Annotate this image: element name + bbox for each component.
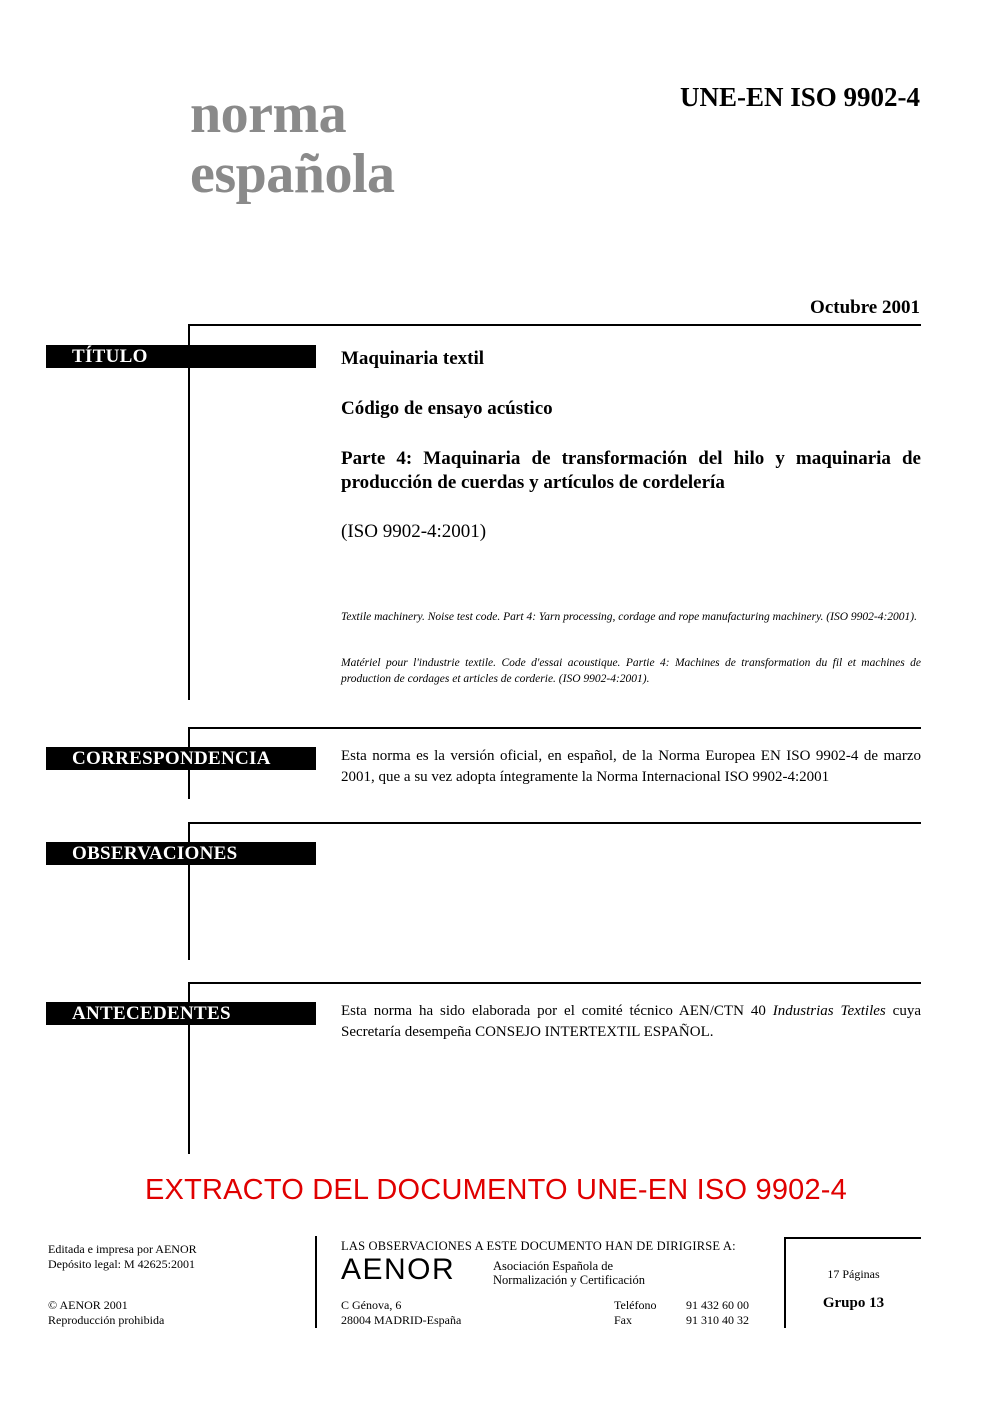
contact-values	[686, 1298, 749, 1328]
edited-by: Editada e impresa por AENOR	[48, 1242, 197, 1256]
brand-line-1: norma	[190, 83, 347, 145]
section-divider	[188, 982, 921, 984]
extract-watermark: EXTRACTO DEL DOCUMENTO UNE-EN ISO 9902-4	[144, 1174, 847, 1206]
section-divider	[188, 822, 921, 824]
phone-label: Teléfono	[614, 1298, 657, 1312]
footer-copyright	[48, 1298, 164, 1328]
correspondencia-text: Esta norma es la versión oficial, en español, de la Norma Europea EN ISO 9902-4 de marzo 2001, que a su vez adopta íntegramente la Norma Internacional ISO 9902-4:2001	[341, 748, 921, 785]
antecedentes-text	[341, 1001, 921, 1043]
antecedentes-text-part: cuya Secretaría desempeña CONSEJO INTERTEXTIL ESPAÑOL.	[341, 1003, 921, 1040]
footer-divider	[315, 1236, 317, 1328]
iso-reference: (ISO 9902-4:2001)	[341, 521, 487, 542]
antecedentes-text-part: Esta norma ha sido elaborada por el comité técnico AEN/CTN 40	[341, 1003, 773, 1019]
legal-deposit: Depósito legal: M 42625:2001	[48, 1257, 195, 1271]
aenor-name-line: Normalización y Certificación	[493, 1273, 646, 1287]
page-count: 17 Páginas	[827, 1267, 880, 1281]
fax-number: 91 310 40 32	[686, 1313, 749, 1327]
section-divider	[188, 727, 921, 729]
price-group: Grupo 13	[822, 1295, 885, 1311]
info-box-top	[784, 1237, 921, 1239]
observaciones-label: OBSERVACIONES	[46, 842, 316, 865]
reproduction-notice: Reproducción prohibida	[48, 1313, 165, 1327]
address-street: C Génova, 6	[341, 1298, 402, 1312]
titulo-label: TÍTULO	[46, 345, 316, 368]
contact-labels	[614, 1298, 656, 1328]
postal-address	[341, 1298, 461, 1328]
aenor-name-line: Asociación Española de	[493, 1259, 614, 1273]
phone-number: 91 432 60 00	[686, 1298, 749, 1312]
document-code: UNE-EN ISO 9902-4	[679, 82, 920, 112]
brand-line-2: española	[190, 143, 395, 205]
committee-name: Industrias Textiles	[772, 1003, 886, 1019]
copyright: © AENOR 2001	[48, 1298, 128, 1312]
section-rule	[188, 324, 190, 700]
antecedentes-label: ANTECEDENTES	[46, 1002, 316, 1025]
title-line-3: Parte 4: Maquinaria de transformación del hilo y maquinaria de producción de cuerdas y artículos de cordelería	[341, 448, 921, 493]
section-divider	[188, 324, 921, 326]
info-box-side	[784, 1237, 786, 1328]
title-line-1: Maquinaria textil	[341, 348, 485, 369]
french-title: Matériel pour l'industrie textile. Code d'essai acoustique. Partie 4: Machines de transformation du fil et machines de production de cordages et articles de corderie. (ISO 9902-4:2001).	[341, 657, 921, 685]
aenor-logo: AENOR	[341, 1253, 456, 1286]
footer-publisher	[48, 1242, 197, 1272]
english-title: Textile machinery. Noise test code. Part 4: Yarn processing, cordage and rope manufacturing machinery. (ISO 9902-4:2001).	[341, 611, 917, 623]
address-city: 28004 MADRID-España	[341, 1313, 462, 1327]
publication-date: Octubre 2001	[810, 297, 920, 318]
correspondencia-label: CORRESPONDENCIA	[46, 747, 316, 770]
fax-label: Fax	[614, 1313, 632, 1327]
title-line-2: Código de ensayo acústico	[341, 398, 553, 419]
aenor-full-name	[493, 1259, 645, 1287]
observations-header: LAS OBSERVACIONES A ESTE DOCUMENTO HAN DE DIRIGIRSE A:	[341, 1239, 736, 1253]
